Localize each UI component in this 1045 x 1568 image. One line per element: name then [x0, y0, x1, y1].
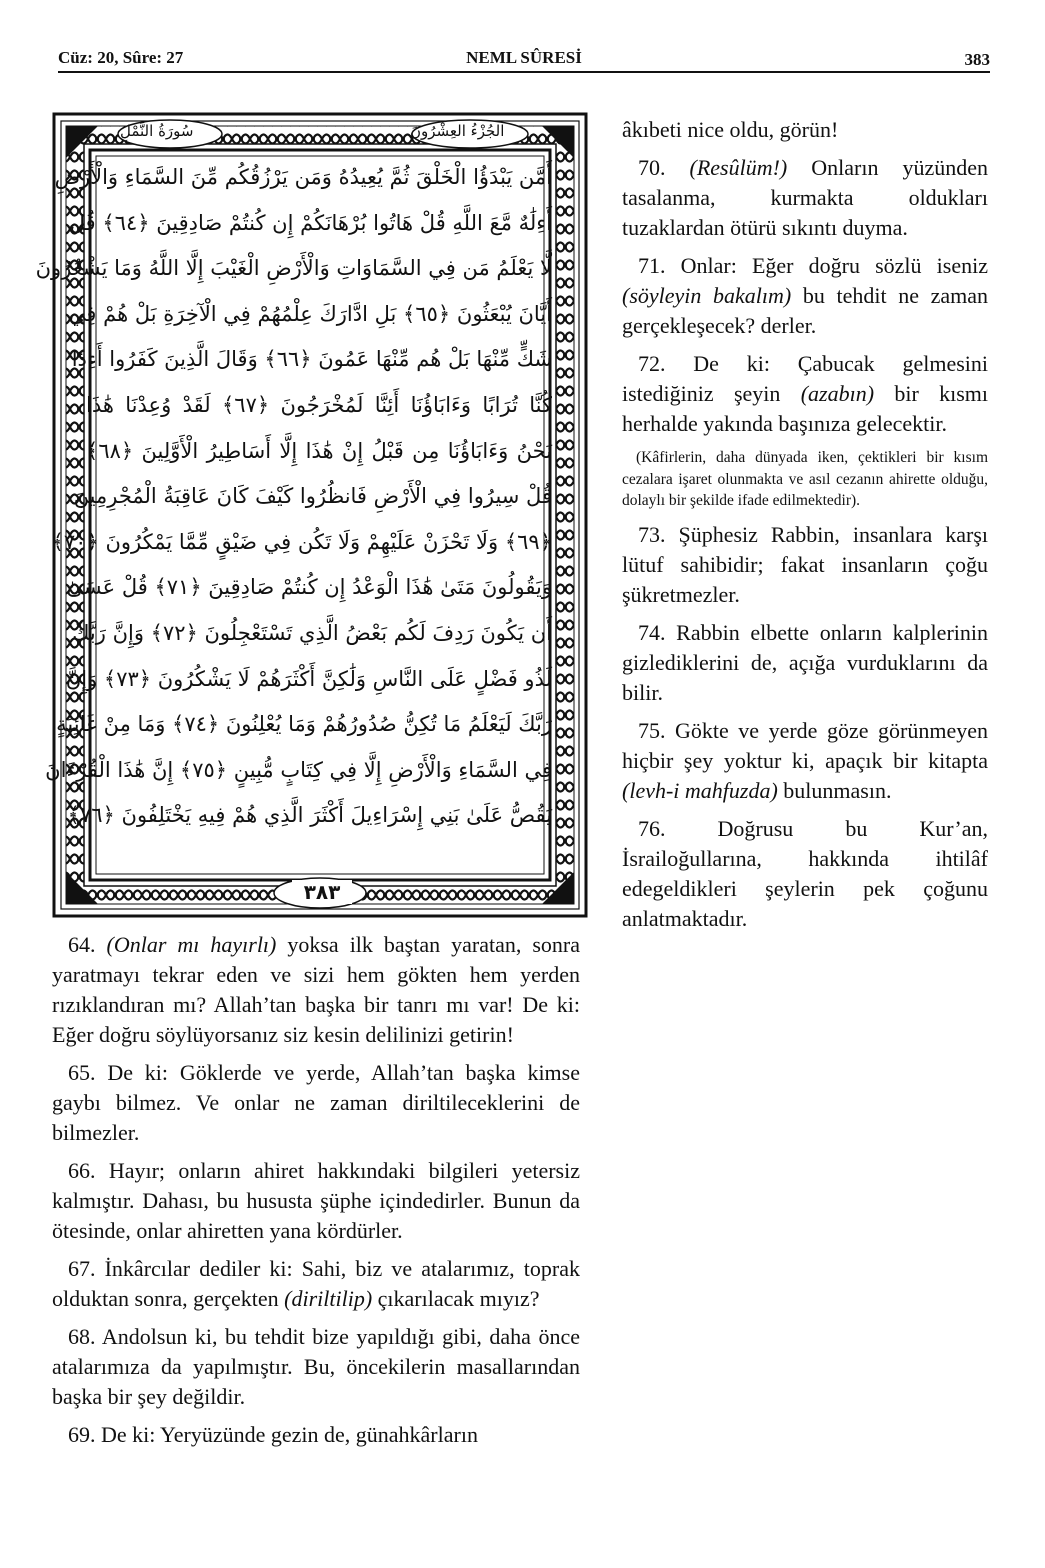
mushaf-surah-label: سُورَةُ النَّمْلِ — [120, 122, 194, 140]
translation-right-column — [622, 115, 988, 942]
verse-65: 65. De ki: Göklerde ve yerde, Allah’tan başka kimse gaybı bilmez. Ve onlar ne zaman diriltileceklerini de bilmezler. — [52, 1060, 580, 1145]
arabic-line: كُنَّا تُرَابًا وَءَابَاؤُنَا أَئِنَّا لَمُخْرَجُونَ ﴿٦٧﴾ لَقَدْ وُعِدْنَا هَٰذَا — [86, 392, 553, 417]
arabic-text-block — [35, 155, 553, 855]
arabic-line: شَكٍّ مِّنْهَا بَلْ هُم مِّنْهَا عَمُونَ ﴿٦٦﴾ وَقَالَ الَّذِينَ كَفَرُوا أَءِذَا — [71, 347, 552, 372]
arabic-line: أَمَّن يَبْدَؤُا الْخَلْقَ ثُمَّ يُعِيدُهُ وَمَن يَرْزُقُكُم مِّنَ السَّمَاءِ وَالْأَرْضِ — [54, 165, 552, 189]
verse-72: 72. De ki: Çabucak gelmesini istediğiniz şeyin (azabın) bir kısmı herhalde yakında başınıza gelecektir. — [622, 351, 989, 436]
verse-70: 70. (Resûlüm!) Onların yüzünden tasalanma, kurmakta oldukları tuzaklardan ötürü sıkıntı duyma. — [622, 155, 989, 240]
page-number: 383 — [964, 50, 990, 69]
verse-66: 66. Hayır; onların ahiret hakkındaki bilgileri yetersiz kalmıştır. Dahası, bu hususta şüphe içindedirler. Bunun da ötesinde, onlar ahiretten yana kördürler. — [52, 1158, 580, 1243]
translation-left-column — [52, 930, 580, 1458]
arabic-line: يَقُصُّ عَلَىٰ بَنِي إِسْرَاءِيلَ أَكْثَرَ الَّذِي هُمْ فِيهِ يَخْتَلِفُونَ ﴿٧٦﴾ — [67, 803, 552, 828]
arabic-line: أَيَّانَ يُبْعَثُونَ ﴿٦٥﴾ بَلِ ادَّارَكَ عِلْمُهُمْ فِي الْآخِرَةِ بَلْ هُمْ فِي — [68, 301, 552, 326]
verse-67: 67. İnkârcılar dediler ki: Sahi, biz ve atalarımız, toprak olduktan sonra, gerçekten (diriltilip) çıkarılacak mıyız? — [52, 1256, 580, 1311]
arabic-line: قُلْ سِيرُوا فِي الْأَرْضِ فَانظُرُوا كَيْفَ كَانَ عَاقِبَةُ الْمُجْرِمِينَ — [73, 484, 552, 509]
surah-title: NEML SÛRESİ — [466, 48, 582, 67]
verse-75: 75. Gökte ve yerde göze görünmeyen hiçbir şey yoktur ki, apaçık bir kitapta (levh-i mahfuzda) bulunmasın. — [622, 717, 988, 803]
verse-73: 73. Şüphesiz Rabbin, insanlara karşı lütuf sahibidir; fakat insanların çoğu şükretmezler. — [622, 521, 988, 607]
mushaf-juz-label: الجُزْءُ العِشْرُونَ — [410, 122, 505, 140]
arabic-line: لَذُو فَضْلٍ عَلَى النَّاسِ وَلَٰكِنَّ أَكْثَرَهُمْ لَا يَشْكُرُونَ ﴿٧٣﴾ وَإِنَّ — [65, 666, 552, 691]
arabic-line: نَحْنُ وَءَابَاؤُنَا مِن قَبْلُ إِنْ هَٰذَا إِلَّا أَسَاطِيرُ الْأَوَّلِينَ ﴿٦٨﴾ — [86, 438, 552, 463]
verse-68: 68. Andolsun ki, bu tehdit bize yapıldığı gibi, daha önce atalarımıza da yapılmıştır. Bu, öncekilerin masallarından başka bir şey değildir. — [52, 1324, 580, 1409]
verse-74: 74. Rabbin elbette onların kalplerinin gizlediklerini de, açığa vurduklarını da bilir. — [622, 619, 988, 705]
verse-76: 76. Doğrusu bu Kur’an, İsrailoğullarına, hakkında ihtilâf edegeldikleri şeylerin pek çoğunu anlatmaktadır. — [622, 815, 988, 931]
arabic-line: لَّا يَعْلَمُ مَن فِي السَّمَاوَاتِ وَالْأَرْضِ الْغَيْبَ إِلَّا اللَّهُ وَمَا يَشْعُرُونَ — [35, 256, 552, 281]
header-rule — [58, 71, 990, 73]
arabic-line: أَءِلَٰهٌ مَّعَ اللَّهِ قُلْ هَاتُوا بُرْهَانَكُمْ إِن كُنتُمْ صَادِقِينَ ﴿٦٤﴾ قُل — [69, 210, 552, 235]
verse-69-start: 69. De ki: Yeryüzünde gezin de, günahkârların — [68, 1422, 478, 1447]
arabic-line: وَيَقُولُونَ مَتَىٰ هَٰذَا الْوَعْدُ إِن كُنتُمْ صَادِقِينَ ﴿٧١﴾ قُلْ عَسَىٰ — [66, 575, 552, 600]
verse-69-end: âkıbeti nice oldu, görün! — [622, 117, 839, 142]
arabic-line: ﴿٦٩﴾ وَلَا تَحْزَنْ عَلَيْهِمْ وَلَا تَكُن فِي ضَيْقٍ مِّمَّا يَمْكُرُونَ ﴿٧٠﴾ — [51, 529, 552, 554]
footnote-72: (Kâfirlerin, daha dünyada iken, çektikleri bir kısım cezalara işaret olunmakta ve asıl cezanın ahirette olduğu, dolaylı bir şekilde ifade edilmektedir). — [622, 449, 988, 509]
arabic-line: رَبَّكَ لَيَعْلَمُ مَا تُكِنُّ صُدُورُهُمْ وَمَا يُعْلِنُونَ ﴿٧٤﴾ وَمَا مِنْ غَائِبَةٍ — [56, 712, 552, 737]
arabic-line: فِي السَّمَاءِ وَالْأَرْضِ إِلَّا فِي كِتَابٍ مُّبِينٍ ﴿٧٥﴾ إِنَّ هَٰذَا الْقُرْءَانَ — [45, 757, 552, 782]
mushaf-page-number: ٣٨٣ — [292, 880, 352, 904]
verse-64: 64. (Onlar mı hayırlı) yoksa ilk baştan yaratan, sonra yaratmayı tekrar eden ve sizi hem gökten hem yerden rızıklandıran mı? Allah’tan başka bir tanrı mı var! De ki: Eğer doğru söylüyorsanız siz kesin delilinizi getirin! — [52, 932, 580, 1047]
verse-71: 71. Onlar: Eğer doğru sözlü iseniz (söyleyin bakalım) bu tehdit ne zaman gerçekleşecek? derler. — [622, 253, 988, 338]
juz-sure-label: Cüz: 20, Sûre: 27 — [58, 48, 184, 67]
arabic-line: أَن يَكُونَ رَدِفَ لَكُم بَعْضُ الَّذِي تَسْتَعْجِلُونَ ﴿٧٢﴾ وَإِنَّ رَبَّكَ — [72, 620, 552, 645]
